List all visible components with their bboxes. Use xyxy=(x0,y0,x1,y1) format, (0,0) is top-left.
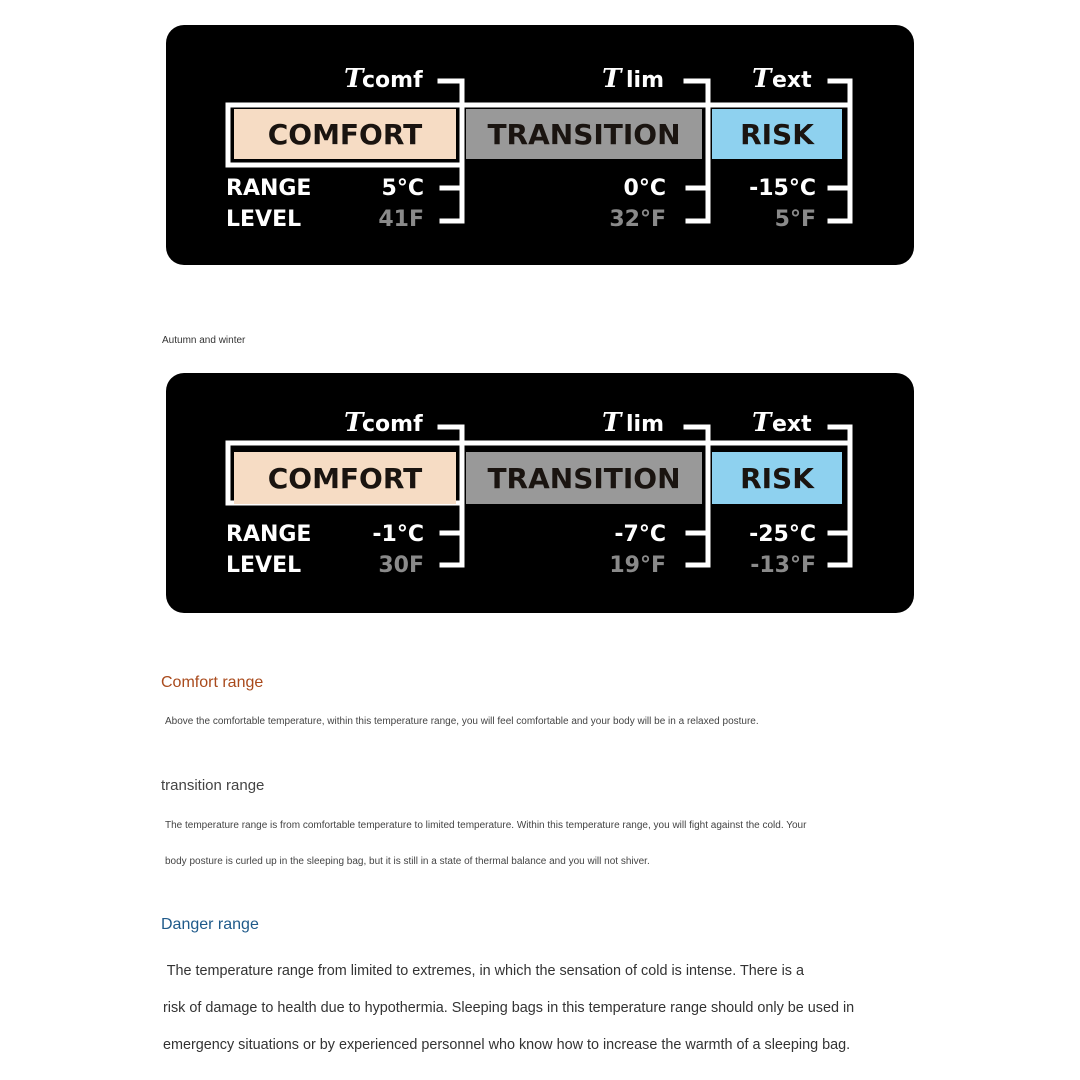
lim-celsius: -7°C xyxy=(614,522,666,547)
transition-range-line-1: The temperature range is from comfortable temperature to limited temperature. Within this temperature range, you will fight against the cold. Your xyxy=(165,820,807,831)
lim-fahrenheit: 19°F xyxy=(609,553,666,578)
ext-celsius: -15°C xyxy=(749,176,816,201)
tlim-sub: lim xyxy=(626,412,665,437)
lim-fahrenheit: 32°F xyxy=(609,207,666,232)
comfort-label: COMFORT xyxy=(267,118,423,151)
risk-label: RISK xyxy=(740,118,814,151)
season-label: Autumn and winter xyxy=(162,335,246,346)
danger-range-line-3: emergency situations or by experienced personnel who know how to increase the warmth of a sleeping bag. xyxy=(163,1037,851,1053)
rating-card-autumn-winter xyxy=(166,373,914,613)
tcomf-sub: comf xyxy=(362,68,423,93)
danger-range-line-2: risk of damage to health due to hypothermia. Sleeping bags in this temperature range should only be used in xyxy=(163,1000,855,1016)
ext-celsius: -25°C xyxy=(749,522,816,547)
transition-range-title: transition range xyxy=(161,777,265,794)
t-symbol-lim: T xyxy=(602,64,622,94)
comf-fahrenheit: 41F xyxy=(378,207,424,232)
comf-celsius: -1°C xyxy=(372,522,424,547)
comfort-range-line: Above the comfortable temperature, within this temperature range, you will feel comfortable and your body will be in a relaxed posture. xyxy=(165,716,759,727)
tlim-sub: lim xyxy=(626,68,665,93)
transition-label: TRANSITION xyxy=(487,118,681,151)
transition-range-line-2: body posture is curled up in the sleeping bag, but it is still in a state of thermal balance and you will not shiver. xyxy=(165,856,650,867)
comfort-range-text xyxy=(165,704,925,740)
transition-range-text xyxy=(165,808,925,880)
rating-card-summer xyxy=(166,25,914,265)
ext-fahrenheit: -13°F xyxy=(750,553,816,578)
danger-range-text xyxy=(163,953,933,1064)
danger-range-title: Danger range xyxy=(161,916,259,933)
text-sub: ext xyxy=(772,68,812,93)
risk-label: RISK xyxy=(740,462,814,495)
t-symbol-comf: T xyxy=(344,64,364,94)
range-label: RANGE xyxy=(226,522,312,547)
t-symbol-ext: T xyxy=(752,64,772,94)
comf-fahrenheit: 30F xyxy=(378,553,424,578)
comfort-range-title: Comfort range xyxy=(161,674,264,691)
ext-fahrenheit: 5°F xyxy=(774,207,816,232)
tcomf-sub: comf xyxy=(362,412,423,437)
lim-celsius: 0°C xyxy=(623,176,666,201)
t-symbol-lim: T xyxy=(602,408,622,438)
level-label: LEVEL xyxy=(226,553,302,578)
level-label: LEVEL xyxy=(226,207,302,232)
comf-celsius: 5°C xyxy=(381,176,424,201)
range-label: RANGE xyxy=(226,176,312,201)
t-symbol-comf: T xyxy=(344,408,364,438)
danger-range-line-1: The temperature range from limited to extremes, in which the sensation of cold is intense. There is a xyxy=(163,963,804,979)
comfort-label: COMFORT xyxy=(267,462,423,495)
t-symbol-ext: T xyxy=(752,408,772,438)
transition-label: TRANSITION xyxy=(487,462,681,495)
text-sub: ext xyxy=(772,412,812,437)
